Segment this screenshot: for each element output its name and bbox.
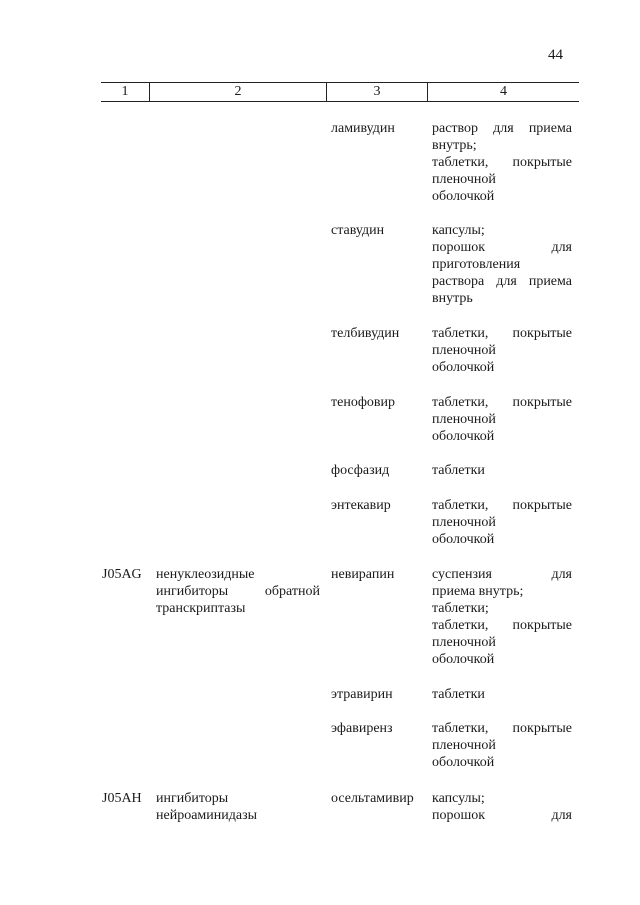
dosage-form-line: таблетки, покрытые (432, 498, 572, 513)
dosage-form-line: оболочкой (432, 360, 495, 375)
header-col-1: 1 (121, 84, 129, 99)
dosage-form-line: капсулы; (432, 223, 485, 238)
header-col-4: 4 (500, 84, 507, 99)
drug-name: осельтамивир (331, 791, 414, 806)
dosage-form-line: пленочной (432, 635, 496, 650)
pharmacological-group (156, 790, 320, 824)
dosage-form (432, 720, 572, 771)
drug-name: этравирин (331, 687, 393, 702)
dosage-form-line: внутрь; (432, 138, 477, 153)
dosage-form (432, 497, 572, 548)
atc-code: J05AG (102, 567, 142, 582)
dosage-form-line: пленочной (432, 343, 496, 358)
dosage-form (432, 394, 572, 445)
dosage-form (432, 462, 572, 479)
dosage-form (432, 790, 572, 824)
drug-name: тенофовир (331, 395, 395, 410)
header-col-2: 2 (234, 84, 242, 99)
dosage-form-line: капсулы; (432, 791, 485, 806)
dosage-form-line: таблетки, покрытые (432, 326, 572, 341)
dosage-form-line: оболочкой (432, 189, 495, 204)
group-line: ненуклеозидные (156, 567, 255, 582)
dosage-form-line: внутрь (432, 291, 473, 306)
drug-name: фосфазид (331, 463, 390, 478)
dosage-form-line: таблетки, покрытые (432, 618, 572, 633)
dosage-form-line: пленочной (432, 172, 496, 187)
drug-name: ламивудин (331, 121, 395, 136)
drug-name: эфавиренз (331, 721, 393, 736)
dosage-form (432, 566, 572, 668)
drug-name: телбивудин (331, 326, 400, 341)
dosage-form-line: порошок для (432, 808, 572, 823)
group-line: транскриптазы (156, 601, 246, 616)
dosage-form-line: пленочной (432, 515, 496, 530)
dosage-form (432, 686, 572, 703)
drug-name: ставудин (331, 223, 385, 238)
drug-name: энтекавир (331, 498, 391, 513)
dosage-form-line: таблетки (432, 463, 485, 478)
dosage-form-line: раствор для приема (432, 121, 572, 136)
dosage-form-line: приема внутрь; (432, 584, 524, 599)
dosage-form (432, 222, 572, 307)
dosage-form-line: оболочкой (432, 429, 495, 444)
atc-code: J05AH (102, 791, 142, 806)
dosage-form-line: оболочкой (432, 755, 495, 770)
dosage-form-line: оболочкой (432, 532, 495, 547)
dosage-form-line: таблетки, покрытые (432, 395, 572, 410)
dosage-form-line: таблетки, покрытые (432, 155, 572, 170)
dosage-form-line: пленочной (432, 412, 496, 427)
dosage-form-line: пленочной (432, 738, 496, 753)
group-line: ингибиторы (156, 791, 229, 806)
dosage-form-line: приготовления (432, 257, 521, 272)
dosage-form-line: таблетки (432, 687, 485, 702)
group-line: ингибиторы обратной (156, 584, 320, 599)
pharmacological-group (156, 566, 320, 617)
page-number: 44 (548, 47, 563, 63)
group-line: нейроаминидазы (156, 808, 258, 823)
dosage-form (432, 325, 572, 376)
dosage-form-line: раствора для приема (432, 274, 572, 289)
dosage-form-line: таблетки, покрытые (432, 721, 572, 736)
drug-name: невирапин (331, 567, 395, 582)
dosage-form-line: суспензия для (432, 567, 572, 582)
dosage-form-line: оболочкой (432, 652, 495, 667)
header-col-3: 3 (373, 84, 381, 99)
dosage-form-line: порошок для (432, 240, 572, 255)
dosage-form-line: таблетки; (432, 601, 489, 616)
dosage-form (432, 120, 572, 205)
